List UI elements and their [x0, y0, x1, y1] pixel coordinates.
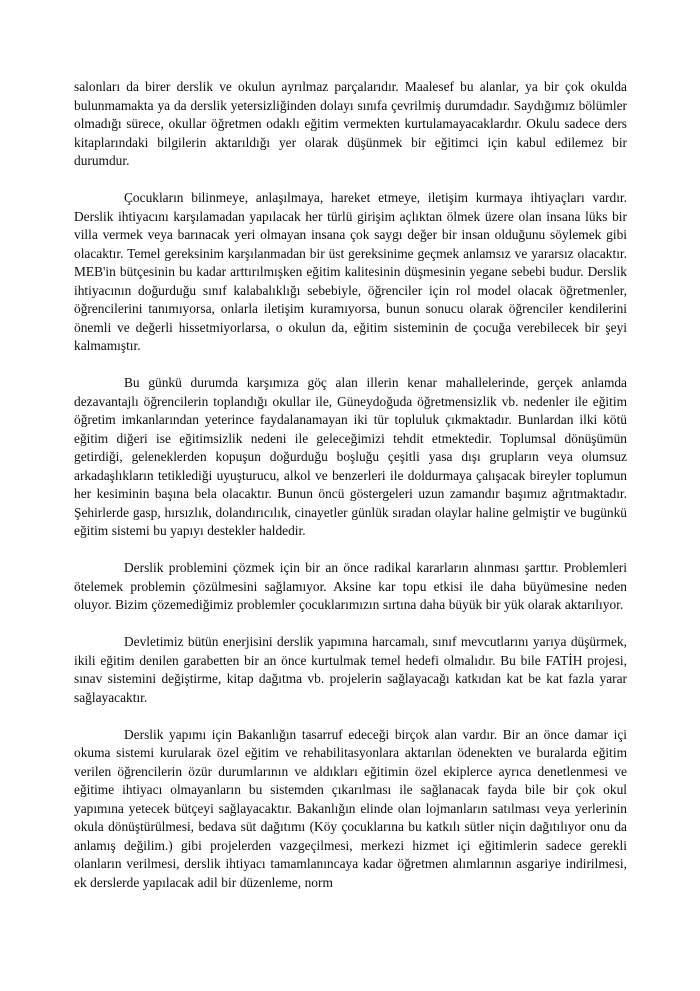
paragraph-5: Devletimiz bütün enerjisini derslik yapımına harcamalı, sınıf mevcutlarını yarıya düşürmek, ikili eğitim denilen garabetten bir an önce kurtulmak temel hedefi olmalıdır. Bu bile FATİH projesi, sınav sistemini değiştirme, kitap dağıtma vb. projelerin sağlayacağı katkıdan kat be kat fazla yarar sağlayacaktır. [74, 634, 627, 705]
paragraph-3: Bu günkü durumda karşımıza göç alan illerin kenar mahallelerinde, gerçek anlamda dezavantajlı öğrencilerin toplandığı okullar ile, Güneydoğuda öğretmensizlik vb. nedenler ile eğitim öğretim imkanlarından yeterince faydalanamayan iki tür topluluk çıkmaktadır. Bunlardan ilki kötü eğitim diğeri ise eğitimsizlik nedeni ile geleceğimizi tehdit etmektedir. Toplumsal dönüşümün getirdiği, geleneklerden kopuşun doğurduğu boşluğu çeşitli yasa dışı grupların veya olumsuz arkadaşlıkların tetiklediği uyuşturucu, alkol ve benzerleri ile doldurmaya çalışacak bireyler toplumun her kesiminin başına bela olacaktır. Bunun öncü göstergeleri uzun zamandır başımız ağrıtmaktadır. Şehirlerde gasp, hırsızlık, dolandırıcılık, cinayetler günlük sıradan olaylar haline gelmiştir ve bugünkü eğitim sistemi bu yapıyı destekler haldedir. [74, 375, 627, 538]
paragraph-6: Derslik yapımı için Bakanlığın tasarruf edeceği birçok alan vardır. Bir an önce damar içi okuma sistemi kurularak özel eğitim ve rehabilitasyonlara aktarılan ödenekten ve buralarda eğitim verilen öğrencilerin özür durumlarının ve aldıkları eğitimin özel ekiplerce ayrıca denetlenmesi ve eğitime ihtiyacı olmayanların bu sistemden çıkarılması ile sağlanacak fayda bile bir çok okul yapımına yetecek bütçeyi sağlayacaktır. Bakanlığın elinde olan lojmanların satılması veya yerlerinin okula dönüştürülmesi, bedava süt dağıtımı (Köy çocuklarına bu katkılı sütler niçin dağıtılıyor onu da anlamış değilim.) gibi projelerden vazgeçilmesi, merkezi hizmet içi eğitimlerin sadece gerekli olanların verilmesi, derslik ihtiyacı tamamlanıncaya kadar öğretmen alımlarının asgariye indirilmesi, ek derslerde yapılacak adil bir düzenleme, norm [74, 726, 627, 890]
paragraph-1: salonları da birer derslik ve okulun ayrılmaz parçalarıdır. Maalesef bu alanlar, ya bir çok okulda bulunmamakta ya da derslik yetersizliğinden dolayı sınıfa çevrilmiş durumdadır. Saydığımız bölümler olmadığı sürece, okullar öğretmen odaklı eğitim vermekten kurtulamayacaklardır. Okulu sadece ders kitaplarındaki bilgilerin aktarıldığı yer olarak düşünmek bir eğitimci için kabul edilemez bir durumdur. [74, 79, 627, 168]
paragraph-2: Çocukların bilinmeye, anlaşılmaya, hareket etmeye, iletişim kurmaya ihtiyaçları vardır. Derslik ihtiyacını karşılamadan yapılacak her türlü girişim açlıktan ölmek üzere olan insana lüks bir villa vermek veya barınacak yeri olmayan insana çok saygı değer bir insan olduğunu söylemek gibi olacaktır. Temel gereksinim karşılanmadan bir üst gereksinime geçmek anlamsız ve yararsız olacaktır. MEB'in bütçesinin bu kadar arttırılmışken eğitim kalitesinin düşmesinin yegane sebebi budur. Derslik ihtiyacının doğurduğu sınıf kalabalıklığı sebebiyle, öğrenciler için rol model olacak öğretmenler, öğrencilerini tanımıyorsa, onlarla iletişim kuramıyorsa, bunun sonucu olarak öğrenciler kendilerini önemli ve değerli hissetmiyorlarsa, o okulun da, eğitim sisteminin de çocuğa verebilecek bir şeyi kalmamıştır. [74, 190, 627, 353]
paragraph-4: Derslik problemini çözmek için bir an önce radikal kararların alınması şarttır. Problemleri ötelemek problemin çözülmesini sağlamıyor. Aksine kar topu etkisi ile daha büyümesine neden oluyor. Bizim çözemediğimiz problemler çocuklarımızın sırtına daha büyük bir yük olarak aktarılıyor. [74, 560, 627, 612]
body-text-block [74, 78, 627, 892]
